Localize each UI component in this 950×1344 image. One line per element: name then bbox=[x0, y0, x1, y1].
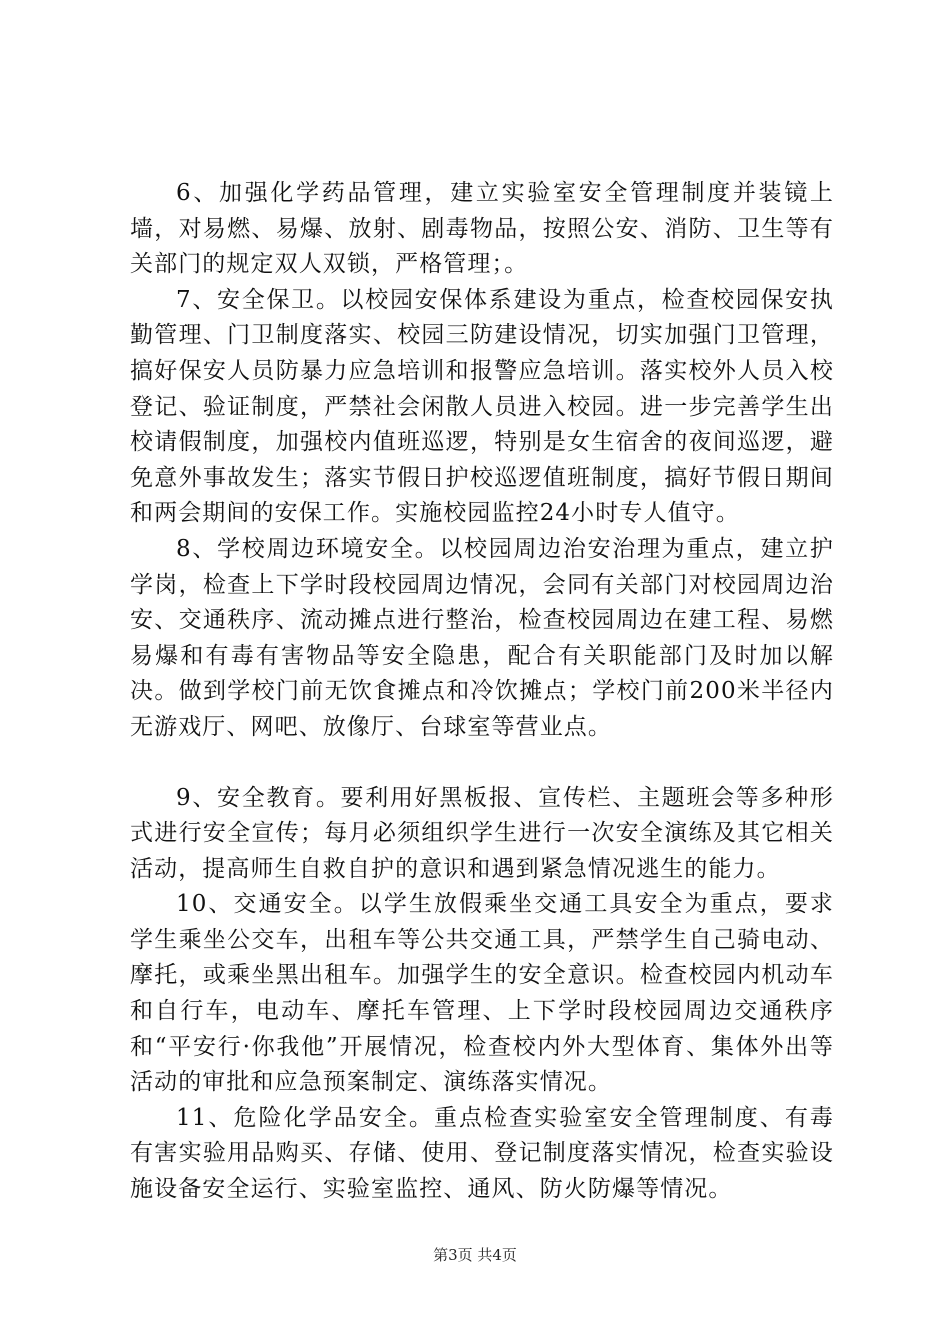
paragraph-8: 8、学校周边环境安全。以校园周边治安治理为重点，建立护学岗，检查上下学时段校园周边情况，会同有关部门对校园周边治安、交通秩序、流动摊点进行整治，检查校园周边在建工程、易燃易爆和有毒有害物品等安全隐患，配合有关职能部门及时加以解决。做到学校门前无饮食摊点和冷饮摊点；学校门前200米半径内无游戏厅、网吧、放像厅、台球室等营业点。 bbox=[130, 535, 834, 740]
paragraph-10: 10、交通安全。以学生放假乘坐交通工具安全为重点，要求学生乘坐公交车，出租车等公共交通工具，严禁学生自己骑电动、摩托，或乘坐黑出租车。加强学生的安全意识。检查校园内机动车和自行车，电动车、摩托车管理、上下学时段校园周边交通秩序和“平安行·你我他”开展情况，检查校内外大型体育、集体外出等活动的审批和应急预案制定、演练落实情况。 bbox=[130, 891, 834, 1096]
paragraph-7: 7、安全保卫。以校园安保体系建设为重点，检查校园保安执勤管理、门卫制度落实、校园三防建设情况，切实加强门卫管理，搞好保安人员防暴力应急培训和报警应急培训。落实校外人员入校登记、验证制度，严禁社会闲散人员进入校园。进一步完善学生出校请假制度，加强校内值班巡逻，特别是女生宿舍的夜间巡逻，避免意外事故发生；落实节假日护校巡逻值班制度，搞好节假日期间和两会期间的安保工作。实施校园监控24小时专人值守。 bbox=[130, 286, 834, 527]
paragraph-11: 11、危险化学品安全。重点检查实验室安全管理制度、有毒有害实验用品购买、存储、使用、登记制度落实情况，检查实验设施设备安全运行、实验室监控、通风、防火防爆等情况。 bbox=[130, 1104, 834, 1203]
paragraph-9: 9、安全教育。要利用好黑板报、宣传栏、主题班会等多种形式进行安全宣传；每月必须组织学生进行一次安全演练及其它相关活动，提高师生自救自护的意识和遇到紧急情况逃生的能力。 bbox=[130, 784, 834, 882]
page-footer: 第3页 共4页 bbox=[433, 1246, 517, 1264]
document-body bbox=[130, 176, 834, 1208]
paragraph-6: 6、加强化学药品管理，建立实验室安全管理制度并装镜上墙，对易燃、易爆、放射、剧毒物品，按照公安、消防、卫生等有关部门的规定双人双锁，严格管理；。 bbox=[130, 180, 834, 278]
